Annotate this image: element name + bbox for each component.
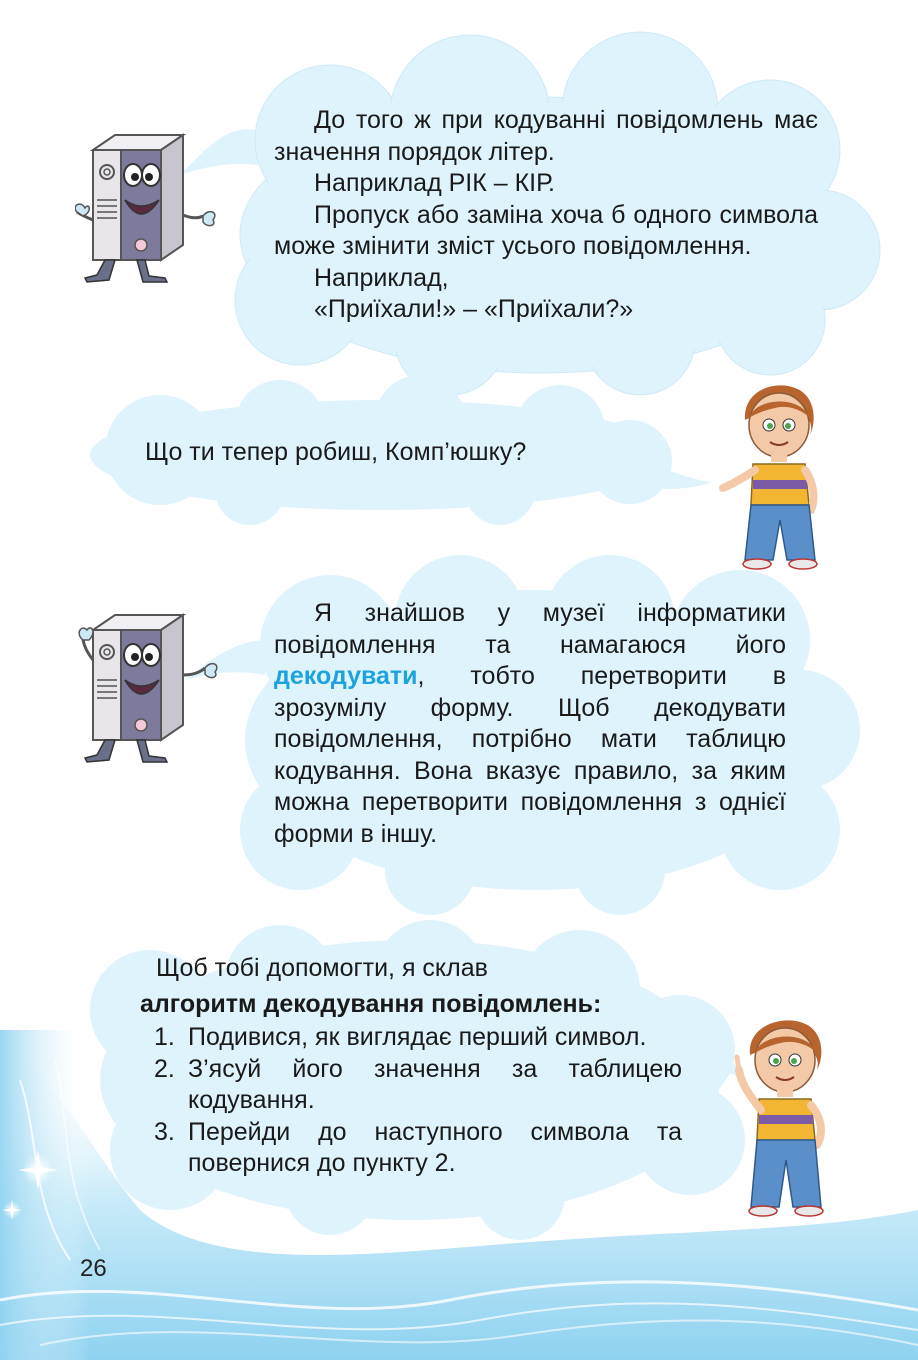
step-text: З’ясуй його значення за таблицею кодування.: [188, 1054, 682, 1114]
paragraph: Пропуск або заміна хоча б одного символа може змінити зміст усього повідомлення.: [274, 200, 818, 260]
dialogue-text-4: [140, 953, 682, 1180]
algorithm-title: алгоритм декодування повідомлень:: [140, 989, 602, 1018]
boy-character-illustration: [715, 380, 845, 570]
step-number: 1.: [154, 1023, 175, 1051]
computer-character-illustration: [75, 120, 225, 285]
dialogue-text-1: [274, 105, 818, 326]
highlight-term: декодувати: [274, 662, 418, 690]
paragraph: [274, 598, 786, 850]
list-item: [140, 1054, 682, 1117]
text-before: Я знайшов у музеї інформатики повідомлення та намагаюся його: [274, 599, 786, 659]
list-item: [140, 1117, 682, 1180]
paragraph: Наприклад,: [314, 263, 449, 292]
step-number: 2.: [154, 1054, 175, 1083]
boy-character-illustration: [725, 1015, 845, 1220]
paragraph: «Приїхали!» – «Приїхали?»: [314, 295, 634, 323]
dialogue-text-3: [274, 598, 786, 850]
paragraph: Що ти тепер робиш, Комп’юшку?: [145, 438, 527, 466]
step-text: Перейди до наступного символа та повернися до пункту 2.: [188, 1117, 682, 1177]
paragraph: Наприклад РІК – КІР.: [314, 169, 555, 197]
dialogue-text-2: [145, 437, 625, 469]
paragraph: До того ж при кодуванні повідомлень має значення порядок літер.: [274, 106, 818, 166]
intro-text: Щоб тобі допомогти, я склав: [156, 954, 488, 982]
step-number: 3.: [154, 1117, 175, 1146]
algorithm-steps: [140, 1022, 682, 1180]
text-after: , тобто перетворити в зрозумілу форму. Щоб декодувати повідомлення, потрібно мати таблицю кодування. Вона вказує правило, за яким можна перетворити повідомлення з однієї форми в іншу.: [274, 662, 786, 848]
page-number: 26: [80, 1255, 107, 1282]
computer-character-illustration: [75, 600, 225, 765]
step-text: Подивися, як виглядає перший символ.: [188, 1023, 647, 1051]
list-item: [140, 1022, 682, 1054]
